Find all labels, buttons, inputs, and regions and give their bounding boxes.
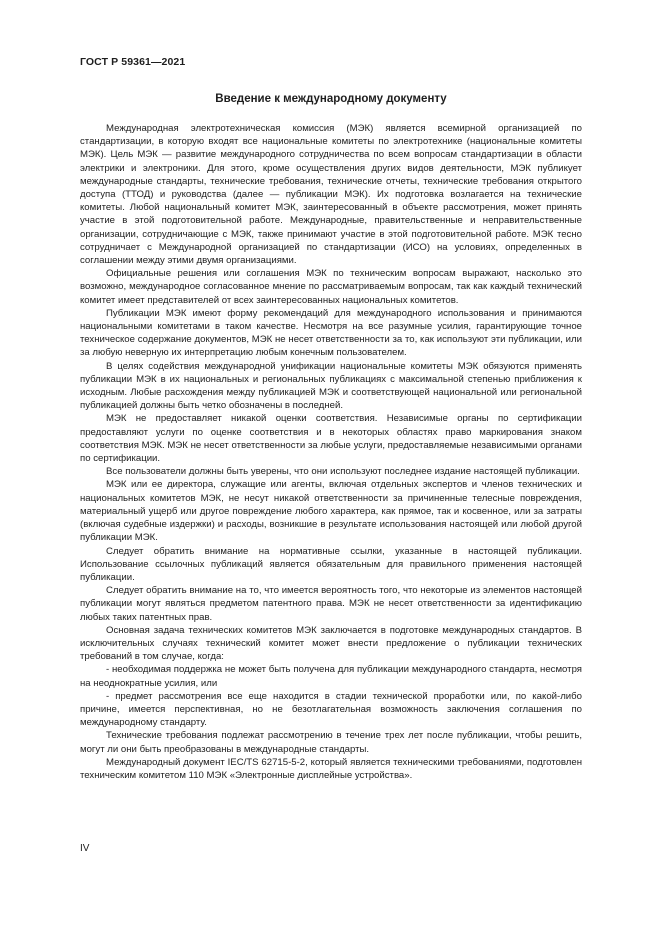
paragraph-main-task: Основная задача технических комитетов МЭК заключается в подготовке международных стандартов. В исключительных случаях технический комитет может внести предложение о публикации технических требований в том случае, когда: — [80, 624, 582, 663]
body-text — [80, 122, 582, 782]
section-title: Введение к международному документу — [215, 93, 447, 105]
paragraph-official-decisions: Официальные решения или соглашения МЭК по техническим вопросам выражают, насколько это возможно, международное согласованное мнение по рассматриваемым вопросам, так как каждый технический комитет имеет представителей от всех заинтересованных национальных комитетов. — [80, 268, 582, 306]
page-number: IV — [80, 843, 90, 854]
paragraph-publication-form: Публикации МЭК имеют форму рекомендаций для международного использования и принимаются национальными комитетами в таком качестве. Несмотря на все разумные усилия, гарантирующие точное техническое содержание документов, МЭК не несет ответственности за то, как используют эти публикации, или за любую неверную их интерпретацию любым конечным пользователем. — [80, 307, 582, 359]
list-item-support: - необходимая поддержка не может быть получена для публикации международного стандарта, несмотря на неоднократные усилия, или — [80, 664, 582, 689]
paragraph-liability: МЭК или ее директора, служащие или агенты, включая отдельных экспертов и членов технических и национальных комитетов МЭК, не несут никакой ответственности за причиненные телесные повреждения, материальный ущерб или другое повреждение любого характера, как прямое, так и косвенное, или за затраты (включая судебные издержки) и расходы, возникшие в результате использования настоящей или любой другой публикации МЭК. — [80, 479, 582, 544]
paragraph-latest-edition: Все пользователи должны быть уверены, что они используют последнее издание настоящей публикации. — [106, 466, 580, 478]
paragraph-document-origin: Международный документ IEC/TS 62715-5-2, который является техническими требованиями, подготовлен техническим комитетом 110 МЭК «Электронные дисплейные устройства». — [80, 756, 582, 781]
paragraph-normative-references: Следует обратить внимание на нормативные ссылки, указанные в настоящей публикации. Использование ссылочных публикаций является обязательным для правильного применения настоящей публикации. — [80, 545, 582, 583]
paragraph-conformity-assessment: МЭК не предоставляет никакой оценки соответствия. Независимые органы по сертификации предоставляют услуги по оценке соответствия и в некоторых областях право маркирования знаком соответствия МЭК. МЭК не несет ответственности за любые услуги, предоставляемые независимыми органами по сертификации. — [80, 413, 582, 465]
list-item-subject-development: - предмет рассмотрения все еще находится в стадии технической проработки или, по какой-либо причине, имеется перспективная, но не безотлагательная возможность заключения соглашения по международному стандарту. — [80, 690, 582, 729]
paragraph-iec-description: Международная электротехническая комиссия (МЭК) является всемирной организацией по стандартизации, в которую входят все национальные комитеты по электротехнике (национальные комитеты МЭК). Цель МЭК — развитие международного сотрудничества по всем вопросам стандартизации в области электрики и электроники. Для этого, кроме осуществления других видов деятельности, МЭК публикует международные стандарты, технические требования, технические отчеты, технические требования открытого доступа (ТТОД) и руководства (далее — публикации МЭК). Их подготовка возлагается на технические комитеты. Любой национальный комитет МЭК, заинтересованный в объекте рассмотрения, может принять участие в этой подготовительной работе. Международные, правительственные и неправительственные организации, сотрудничающие с МЭК, также принимают участие в этой подготовительной работе. МЭК тесно сотрудничает с Международной организацией по стандартизации (ИСО) на условиях, определенных в соглашении между этими двумя организациями. — [80, 123, 582, 267]
document-code: ГОСТ Р 59361—2021 — [80, 56, 186, 68]
paragraph-review: Технические требования подлежат рассмотрению в течение трех лет после публикации, чтобы решить, могут ли они быть преобразованы в международные стандарты. — [80, 730, 582, 755]
paragraph-unification: В целях содействия международной унификации национальные комитеты МЭК обязуются применять публикации МЭК в их национальных и региональных публикациях с максимальной степенью приближения к исходным. Любые расхождения между публикацией МЭК и соответствующей национальной или региональной публикацией должны быть четко обозначены в последней. — [80, 360, 582, 412]
paragraph-patent-rights: Следует обратить внимание на то, что имеется вероятность того, что некоторые из элементов настоящей публикации могут являться предметом патентного права. МЭК не несет ответственности за идентификацию любых таких патентных прав. — [80, 585, 582, 623]
